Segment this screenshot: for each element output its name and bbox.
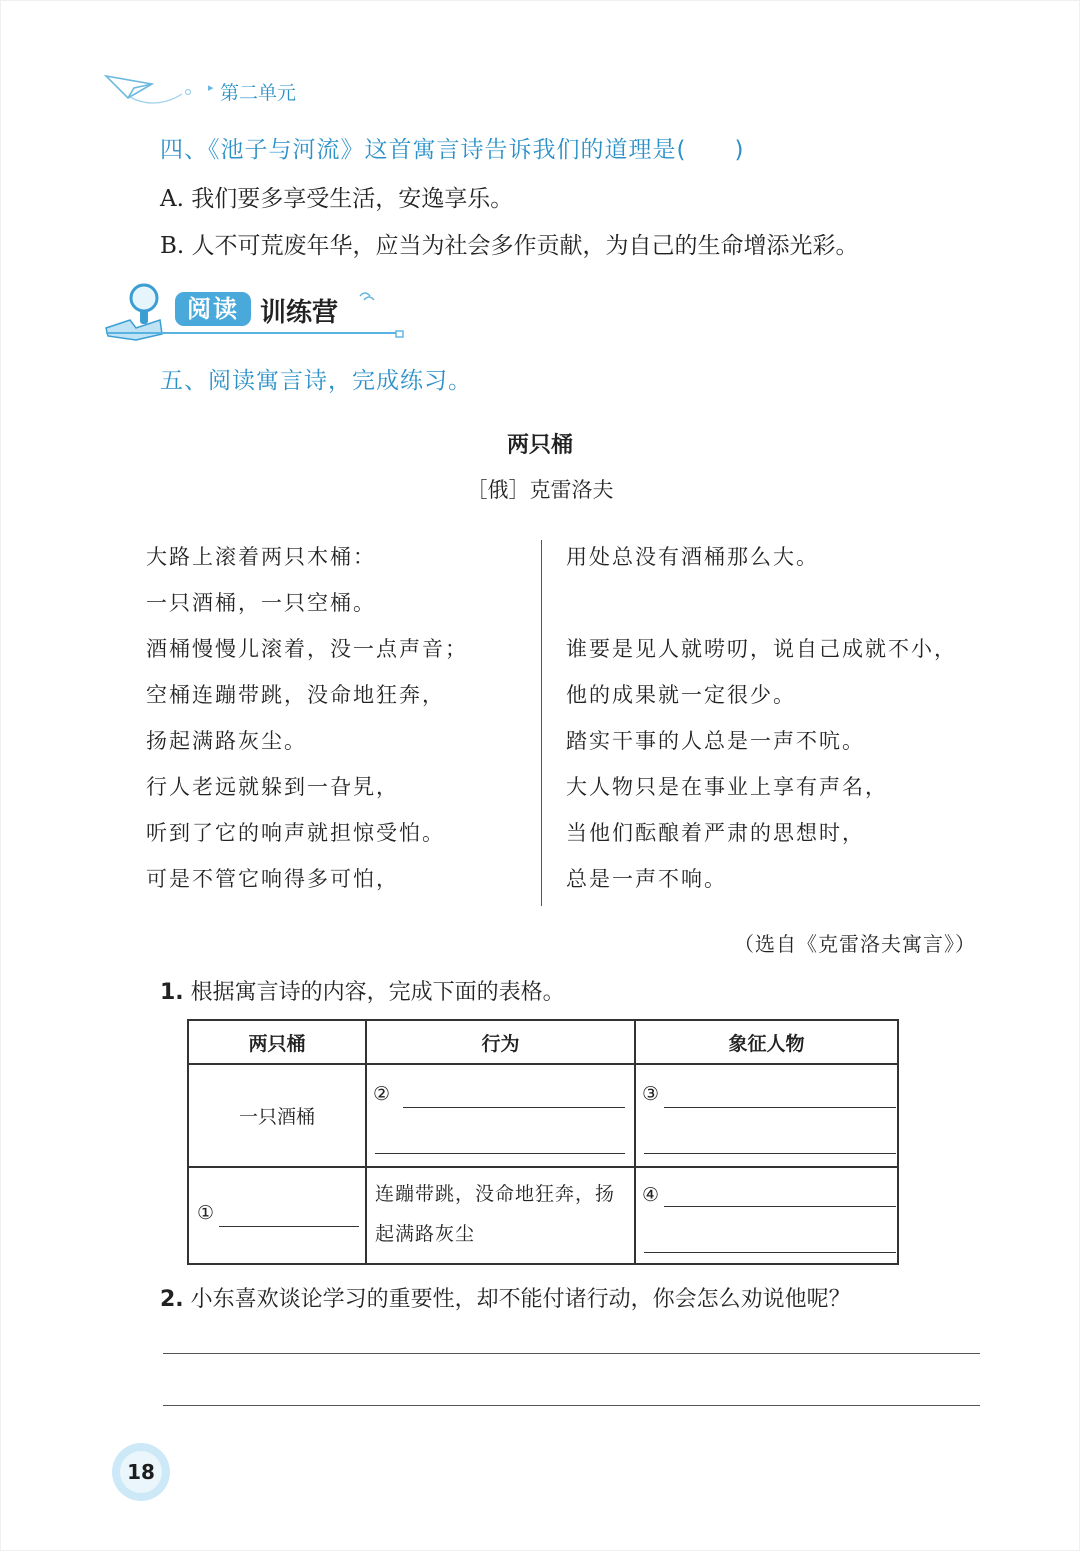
blank-marker-3: ③ bbox=[642, 1083, 660, 1105]
poem-line: 他的成果就一定很少。 bbox=[566, 683, 796, 707]
poem-line: 总是一声不响。 bbox=[566, 867, 727, 891]
table-header-barrels: 两只桶 bbox=[188, 1020, 366, 1064]
question-5-prompt: 五、阅读寓言诗，完成练习。 bbox=[160, 368, 472, 394]
poem-line: 当他们酝酿着严肃的思想时， bbox=[566, 821, 865, 845]
poem-line: 大人物只是在事业上享有声名， bbox=[566, 775, 888, 799]
blank-line-1[interactable] bbox=[219, 1226, 359, 1227]
wine-barrel-label: 一只酒桶 bbox=[238, 1106, 315, 1128]
blank-line-2b[interactable] bbox=[375, 1153, 625, 1154]
sub-question-2-number: 2. bbox=[160, 1287, 184, 1312]
blank-line-4b[interactable] bbox=[644, 1252, 896, 1253]
poem-line: 可是不管它响得多可怕， bbox=[146, 867, 399, 891]
unit-label: 第二单元 bbox=[220, 82, 297, 104]
poem-title: 两只桶 bbox=[506, 433, 573, 458]
blank-line-3[interactable] bbox=[664, 1107, 896, 1108]
blank-marker-2: ② bbox=[373, 1083, 391, 1105]
question-4-prompt: 四、《池子与河流》这首寓言诗告诉我们的道理是( ) bbox=[160, 137, 745, 163]
table-cell-empty-barrel bbox=[188, 1167, 366, 1264]
option-a: A. 我们要多享受生活，安逸享乐。 bbox=[160, 186, 514, 212]
poem-divider bbox=[541, 540, 542, 906]
sub-question-2 bbox=[160, 1282, 851, 1313]
poem-line: 空桶连蹦带跳，没命地狂奔， bbox=[146, 683, 445, 707]
music-note-icon bbox=[394, 325, 408, 339]
answer-line-2[interactable] bbox=[163, 1405, 980, 1406]
poem-line: 行人老远就躲到一旮旯， bbox=[146, 775, 399, 799]
arrow-icon: ▸ bbox=[208, 81, 214, 94]
sub-question-1 bbox=[160, 975, 565, 1006]
banner-reading-label: 阅读 bbox=[175, 292, 251, 326]
poem-line: 酒桶慢慢儿滚着，没一点声音； bbox=[146, 637, 468, 661]
table-cell-wine-barrel bbox=[188, 1064, 366, 1167]
poem-line: 用处总没有酒桶那么大。 bbox=[566, 545, 819, 569]
empty-barrel-behavior: 连蹦带跳，没命地狂奔，扬起满路灰尘 bbox=[375, 1183, 616, 1245]
page-number: 18 bbox=[120, 1451, 162, 1493]
poem-line: 听到了它的响声就担惊受怕。 bbox=[146, 821, 445, 845]
banner-camp-label: 训练营 bbox=[260, 298, 339, 328]
table-cell-behavior-empty-barrel bbox=[366, 1167, 635, 1264]
paper-plane-icon bbox=[100, 68, 220, 108]
poem-line: 大路上滚着两只木桶： bbox=[146, 545, 376, 569]
poem-line: 踏实干事的人总是一声不吭。 bbox=[566, 729, 865, 753]
table-cell-symbol-3 bbox=[635, 1064, 898, 1167]
banner-underline bbox=[106, 332, 396, 334]
page-number-badge bbox=[112, 1443, 170, 1501]
table-cell-symbol-4 bbox=[635, 1167, 898, 1264]
answer-line-1[interactable] bbox=[163, 1353, 980, 1354]
blank-marker-1: ① bbox=[197, 1202, 215, 1224]
blank-marker-4: ④ bbox=[642, 1184, 660, 1206]
unit-header bbox=[100, 68, 420, 118]
poem-line: 一只酒桶，一只空桶。 bbox=[146, 591, 376, 615]
reading-banner bbox=[100, 278, 410, 342]
table-header-symbol: 象征人物 bbox=[635, 1020, 898, 1064]
table-header-behavior: 行为 bbox=[366, 1020, 635, 1064]
sub-question-2-text: 小东喜欢谈论学习的重要性，却不能付诸行动，你会怎么劝说他呢？ bbox=[183, 1287, 851, 1312]
table-cell-behavior-2 bbox=[366, 1064, 635, 1167]
poem-author: ［俄］克雷洛夫 bbox=[466, 478, 614, 502]
poem-source: （选自《克雷洛夫寓言》） bbox=[734, 932, 976, 956]
option-b: B. 人不可荒废年华，应当为社会多作贡献，为自己的生命增添光彩。 bbox=[160, 233, 859, 259]
blank-line-3b[interactable] bbox=[644, 1153, 896, 1154]
blank-line-4[interactable] bbox=[664, 1206, 896, 1207]
sub-question-1-text: 根据寓言诗的内容，完成下面的表格。 bbox=[183, 980, 565, 1005]
wave-icon bbox=[358, 288, 380, 304]
poem-line: 扬起满路灰尘。 bbox=[146, 729, 307, 753]
answer-table bbox=[187, 1019, 899, 1265]
sub-question-1-number: 1. bbox=[160, 980, 184, 1005]
blank-line-2[interactable] bbox=[403, 1107, 625, 1108]
poem-line: 谁要是见人就唠叨，说自己成就不小， bbox=[566, 637, 957, 661]
